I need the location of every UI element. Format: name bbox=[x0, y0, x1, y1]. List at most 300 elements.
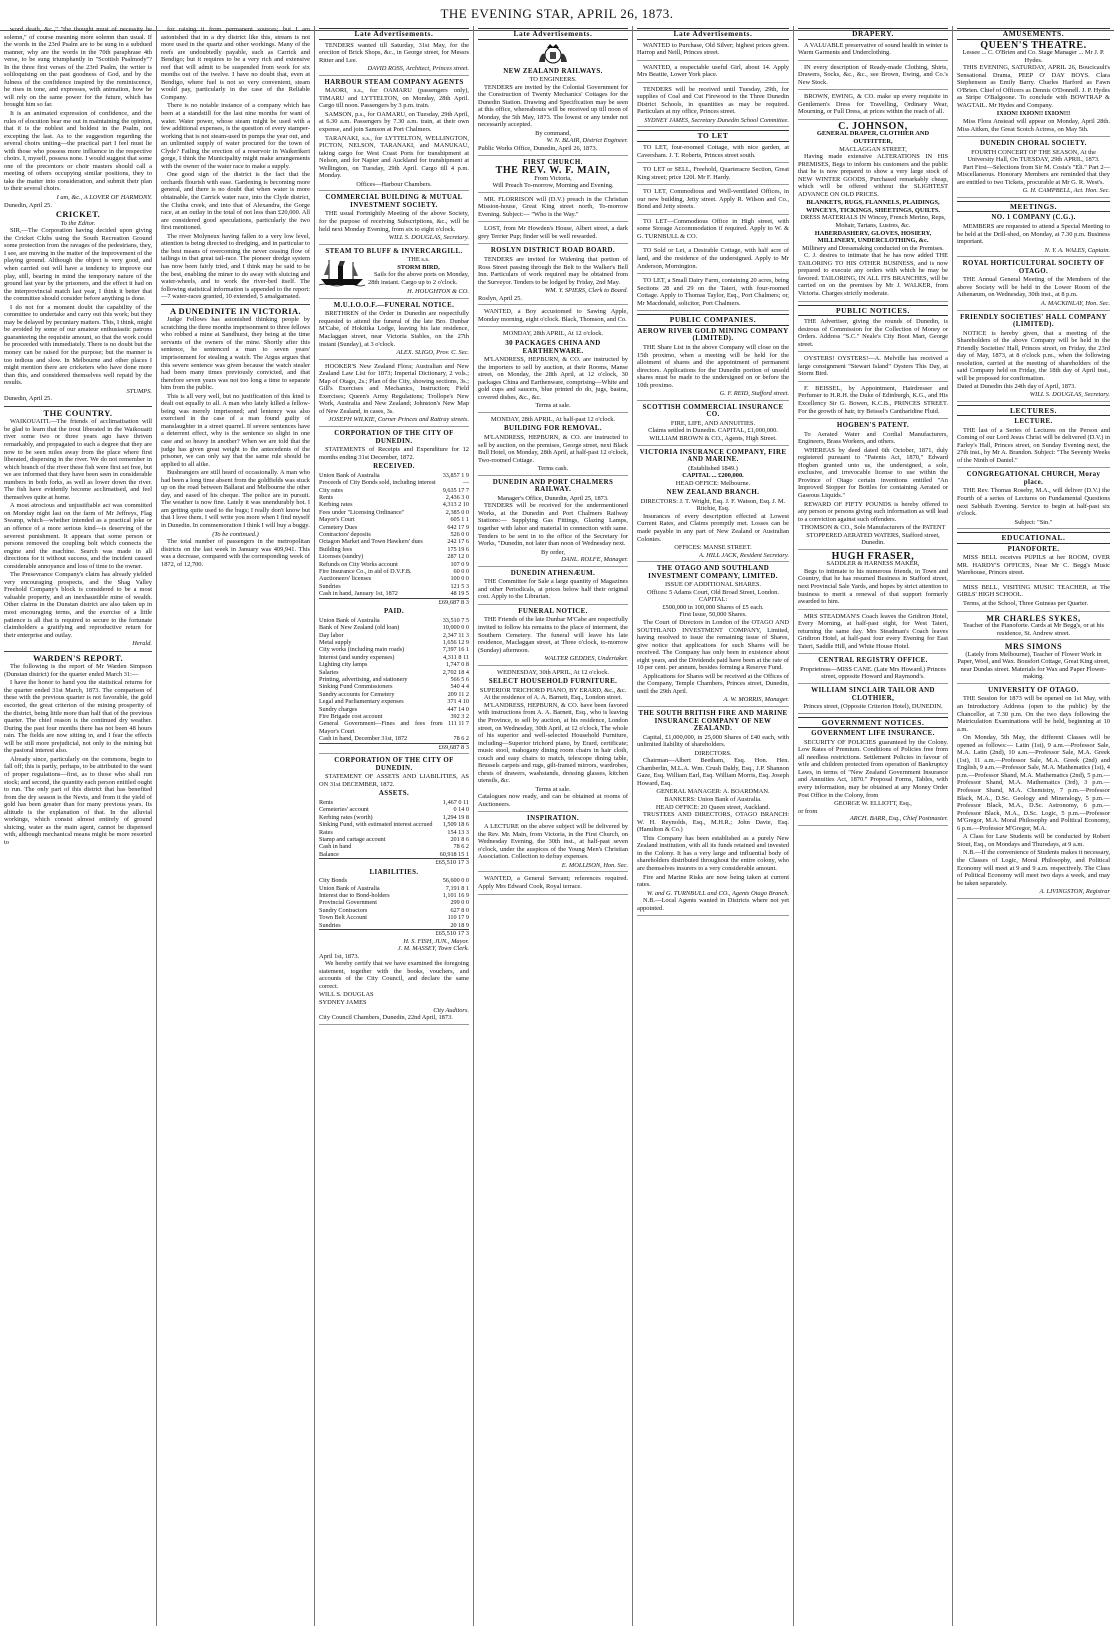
row-amount: 48 19 5 bbox=[450, 590, 469, 598]
dateline: Manager's Office, Dunedin, April 25, 1873. bbox=[497, 494, 609, 502]
ad-body: SECURITY OF POLICIES guaranteed by the Colony. Low Rates of Premium. Conditions of Policies free from all needless restrictions. Settlement Policies in favour of wife and children protected from operation of Bankruptcy Laws, in terms of "New Zealand Government Insurance and Annuities Act, 1870." Proposal Forms, Tables, with every information, may be obtained at any Money Order Post Office in the Colony, from bbox=[798, 738, 948, 799]
row-label: Lighting city lamps bbox=[319, 661, 368, 669]
column-rule bbox=[952, 26, 953, 1626]
ad-title: DUNEDIN CHORAL SOCIETY. bbox=[980, 140, 1087, 148]
column-1 bbox=[4, 26, 152, 1626]
column-5 bbox=[637, 26, 789, 1626]
ad-body: C. J. desires to intimate that he has now added THE TAILORING TO HIS OTHER BUSINESS, and is now prepared to execute any orders with which he may be favored. TAILORING, IN ALL ITS BRANCHES, will be carried on on the premises by Mr J. WALKER, from Victoria. Charges strictly moderate. bbox=[798, 252, 948, 297]
row-label: City works (including main roads) bbox=[319, 646, 405, 654]
ad-list: DRESS MATERIALS IN Wincey, French Merino, Reps, Mohair, Tartans, Lustres, &c. bbox=[800, 214, 946, 230]
ad-order: By order, bbox=[541, 548, 565, 556]
table-row bbox=[319, 632, 469, 639]
row-label: Proceeds of City Bonds sold, including interest bbox=[319, 479, 436, 487]
royal-crest-icon bbox=[536, 42, 570, 66]
paragraph: The river Molyneux having fallen to a very low level, attention is being directed to dredging, and in particular to the best means of overcoming the never ceasing flow of tailings in that great tail-race. The pioneer dredge system has now been fairly tried, and I think may be said to be the best, enabling the miner to do away with sluicing and water-wheels, and to work the river-bed itself. The following statistical information is appended to the report:—7 water-races granted, 10 extended, 5 amalgamated. bbox=[161, 232, 310, 301]
ad-manager: GENERAL MANAGER: A. BOARDMAN. bbox=[656, 788, 770, 796]
paragraph: This is all very well, but no justification of this kind is dealt out equally to all. A man who lately killed a fellow-being was merely imprisoned; and leniency was also exercised in the case of a man found guilty of manslaughter in a street quarrel. If severe sentences have a deterrent effect, why is the sentence so slight in one case and so heavy in another? When we are told that the judge has given great weight to the antecedents of the prisoner, we can only say that the same rule should be applied to all alike. bbox=[161, 392, 310, 468]
ad-horticultural bbox=[957, 260, 1110, 310]
ad-nz-railways bbox=[478, 42, 628, 156]
ad-title: UNIVERSITY OF OTAGO. bbox=[988, 686, 1079, 694]
table-row bbox=[319, 494, 469, 501]
ad-lessee: Lessee ... C. O'Brien and Co. Stage Manager ... Mr J. P. Hydes. bbox=[962, 49, 1105, 64]
ad-body: TENDERS will be received for the undermentioned Works, at the Dunedin and Port Chalmers Railway Stations:— Supplying Gas Fittings, Glazing Lamps, together with labor and material in connection with same. Tenders to be sent in to the office of the Secretary for Works, "Dunedin, not later than noon of Wednesday next. bbox=[478, 502, 628, 548]
ad-friendly-societies bbox=[957, 314, 1110, 402]
signature: STUMPS. bbox=[126, 387, 152, 395]
row-amount: 1,747 0 8 bbox=[445, 661, 469, 669]
row-label: Sundry Contractors bbox=[319, 906, 368, 914]
ad-body: MISS BELL receives PUPILS at her ROOM, OVER MR. HARDY'S OFFICES, Near Mr C. Begg's Music Warehouse, Princes street. bbox=[957, 554, 1110, 577]
ad-title: 30 PACKAGES CHINA AND EARTHENWARE. bbox=[505, 339, 601, 355]
ad-bankers: BANKERS: Union Bank of Australia. bbox=[664, 796, 762, 804]
ad-note: or from bbox=[798, 807, 818, 815]
ad-classes: On Monday, 5th May, the different Classes will be opened as follows:— Latin (1st), 9 a.m.—Professor Sale, M.A. Latin (2nd), 10 a.m.—Professor Sale, M.A. Greek (1st), 11 a.m.—Professor Sale, M.A. Greek (2nd) and English, 9 a.m.—Professor Sale, M.A. Mathematics (1st), 4 p.m.—Professor Shand, M.A. Mathematics (2nd), 5 p.m.—Professor Shand, M.A. Mathematics (3rd), 3 p.m.—Professor Shand, M.A. Chemistry, 7 p.m.—Professor Black, M.A., D.Sc. Geology and Mineralogy, 5 p.m.—Professor Black, M.A., D.Sc. Astronomy, 6 p.m.—Professor Black, M.A., D.Sc. Logic, 5 p.m.—Professor M'Gregor, M.A. Moral Philosophy and Political Economy, 6 p.m.—Professor M'Gregor, M.A. bbox=[957, 734, 1110, 832]
ad-arrow-river bbox=[637, 328, 789, 401]
letter-cricket bbox=[4, 227, 152, 403]
row-label: Interest due to Bond-holders bbox=[319, 892, 390, 900]
ad-lost bbox=[478, 225, 628, 244]
row-label: Cash in hand, December 31st, 1872 bbox=[319, 735, 408, 743]
ad-body: Proprietress—MISS CANE. (Late Mrs Howard.) Princes street, opposite Howard and Raymond's. bbox=[800, 665, 946, 681]
ad-body: REWARD OF FIFTY POUNDS is hereby offered to any person or persons giving such information as will lead to a conviction against such offenders. bbox=[798, 500, 948, 523]
section-header: TO LET bbox=[637, 130, 789, 142]
column-rule bbox=[156, 26, 157, 1626]
ad-body: Applications for Shares will be received at the Offices of the Company, Temple Chambers, Princes street, Dunedin, until the 29th April. bbox=[637, 672, 789, 695]
ad-subtitle: ISSUE OF ADDITIONAL SHARES. bbox=[665, 581, 761, 589]
dateline: Dated at Dunedin this 24th day of April, 1873. bbox=[957, 383, 1076, 391]
row-amount: 1,656 12 9 bbox=[442, 638, 469, 646]
section-header: AMUSEMENTS. bbox=[957, 28, 1110, 40]
row-amount: 209 11 2 bbox=[447, 690, 469, 698]
ad-steadman-coach bbox=[798, 613, 948, 655]
row-amount: 566 5 6 bbox=[450, 675, 469, 683]
dateline: Dunedin, April 25. bbox=[4, 201, 52, 209]
ad-title: C. JOHNSON, bbox=[838, 120, 908, 132]
ad-body: TO LET, Commodious and Well-ventilated Offices, in our new building, Jetty street. Apply R. Wilson and Co., Bond and Jetty streets. bbox=[637, 188, 789, 211]
ad-terms: Terms at sale. bbox=[535, 785, 571, 793]
ad-title: CORPORATION OF THE CITY OF DUNEDIN. bbox=[334, 429, 454, 445]
row-amount: 100 0 0 bbox=[450, 575, 469, 583]
row-amount: 2,385 0 0 bbox=[445, 508, 469, 516]
table-total: £69,687 8 3 bbox=[319, 743, 469, 752]
ad-title: THE OTAGO AND SOUTHLAND INVESTMENT COMPANY, LIMITED. bbox=[648, 565, 778, 580]
ad-body: THE Rev. Thomas Roseby, M.A., will deliver (D.V.) the Fourth of a series of Lectures on Fundamental Questions next Sabbath Evening. Service to begin at half-past six o'clock. bbox=[957, 487, 1110, 518]
ad-body: The Court of Directors in London of the OTAGO AND SOUTHLAND INVESTMENT COMPANY, Limited, having resolved to issue the remaining issue of Shares, give notice that applications for such Shares will be received. The Company has only been in existence about eight years, and the Dividends paid have been at the rate of 10 per cent. per annum, besides forming a Reserve Fund. bbox=[637, 619, 789, 672]
divider bbox=[4, 406, 152, 407]
auction-date: MONDAY, 28th APRIL, At 12 o'clock. bbox=[502, 330, 604, 338]
table-row bbox=[319, 799, 469, 806]
ad-title: WILLIAM SINCLAIR TAILOR AND CLOTHIER, bbox=[811, 687, 935, 702]
ad-body: MRS STEADMAN'S Coach leaves the Gridiron Hotel, Every Morning, at half-past eight, for West Taieri, returning the same day. Mrs Steadman's Coach leaves Gridiron Hotel, at half-past four every Evening for East Taieri, Saddle Hill, and White House Hotel. bbox=[798, 612, 948, 650]
received-table bbox=[319, 472, 469, 598]
steamship-icon bbox=[319, 257, 365, 287]
ad-drapery bbox=[798, 93, 948, 120]
ad-body: WANTED to Purchase, Old Silver; highest prices given. Harrop and Neill, Princes street. bbox=[637, 41, 789, 57]
ad-body: THE Friends of the late Dunbar M'Cabe are respectfully invited to follow his remains to the place of interment, the Southern Cemetery. The funeral will leave his late residence, Maclaggan street, at Three o'clock, to-morrow (Sunday) afternoon. bbox=[478, 616, 628, 654]
ad-wanted-servant bbox=[478, 875, 628, 894]
ad-title: CONGREGATIONAL CHURCH, Moray place. bbox=[966, 471, 1101, 486]
ad-note: N.B.—If the convenience of Students makes it necessary, the Classes of Logic, Moral Philosophy, and Political Economy will meet at 9 and 9 a.m. respectively. The Class of Political Economy will meet two days a week, and may be taken separately. bbox=[957, 849, 1110, 887]
ad-title: AEROW RIVER GOLD MINING COMPANY (LIMITED). bbox=[637, 327, 789, 343]
table-row bbox=[319, 735, 469, 742]
ad-body: WHEREAS by deed dated 6th October, 1871, duly registered pursuant to "Patents Act, 1870," Edward Hogben granted unto us, the undersigned, a sole, exclusive, and irrevocable license to use within the Province of Otago certain inventions entitled "An Improved Stopper for Bottles for containing Aerated or Gaseous Liquids." bbox=[798, 446, 948, 499]
row-amount: 2,436 3 0 bbox=[445, 493, 469, 501]
table-total: £65,510 17 3 bbox=[319, 929, 469, 938]
ad-body: (Lately from Melbourne), Teacher of Flower Work in Paper, Wool, and Wax. Bousfort Cottage, Great King street, near Dundas street. Materials for Wax and Paper Flower-making. bbox=[957, 650, 1110, 681]
source: Herald. bbox=[132, 640, 152, 648]
ad-charles-sykes bbox=[957, 615, 1110, 641]
paragraph: The following is the report of Mr Warden Simpson (Dunstan district) for the quarter ended March 31:— bbox=[4, 663, 152, 678]
article-subtitle: To the Editor. bbox=[60, 219, 96, 227]
column-3 bbox=[319, 26, 469, 1626]
ad-roslyn bbox=[478, 247, 628, 305]
article-title: CRICKET. bbox=[55, 209, 101, 220]
ad-signature: E. MOLLISON, Hon. Sec. bbox=[561, 861, 628, 869]
table-row bbox=[319, 829, 469, 836]
ad-body: THE usual Fortnightly Meeting of the above Society, for the purpose of receiving Subscriptions, &c., will be held next Monday Evening, from six to eight o'clock. bbox=[319, 210, 469, 233]
row-label: Salaries bbox=[319, 668, 339, 676]
row-amount: 2,702 18 4 bbox=[442, 668, 469, 676]
ad-subtitle: FOURTH CONCERT OF THE SEASON, At the University Hall, On TUESDAY, 29th APRIL, 1873. bbox=[967, 148, 1100, 164]
dateline: Roslyn, April 25. bbox=[478, 294, 523, 302]
row-label: Legal and Parliamentary expenses bbox=[319, 698, 404, 706]
row-amount: 9,635 17 7 bbox=[442, 486, 469, 494]
ad-to-let bbox=[637, 277, 789, 311]
ad-title: DUNEDIN ATHENÆUM. bbox=[510, 569, 596, 577]
ship-label: THE s.s. bbox=[407, 256, 430, 264]
paragraph: One good sign of the district is the fact that the orchards flourish with ease. Gardening is becoming more general, and there is no doubt that when water is more obtainable, the Carrick water race, into the Clyde district, the Clutha creek, and into that of Alexandra, the Gorge race, at an outlay in the total of not less than £20,000. All are considered good speculations, particularly the two first mentioned. bbox=[161, 171, 310, 232]
row-amount: 33,510 7 5 bbox=[442, 616, 469, 624]
ad-body: THE Share List in the above Company will close on the 15th proximo, when a meeting will be held for the allotment of shares and the appointment of permanent directors. Applications for the Dunedin portion of unsold shares must be made to the undersigned on or before the 10th proximo. bbox=[637, 343, 789, 389]
ad-title: NO. 1 COMPANY (C.G.). bbox=[991, 214, 1076, 222]
table-row bbox=[319, 713, 469, 720]
preacher-origin: From Victoria, bbox=[534, 174, 572, 182]
ad-hogben-patent bbox=[798, 422, 948, 550]
row-amount: 20 18 9 bbox=[450, 921, 469, 929]
paragraph: Already since, particularly on the commons, begin to fall off; this is partly, perhaps, to be attributed to the want of proper regulations—first, as to those who shall run stock; and second, the quantity each person entitled ought to run. The only part of this district that has benefited from the dry season is the Nevis, and from it the yield of gold has been greater than for many previous years. Its altitude is the explanation of that. In the alluvial workings, which consist almost entirely of ground sluicing, water as the main agent, cannot be dispensed with, although mechanical means might be more resorted to bbox=[4, 755, 152, 846]
dateline: April 1st, 1873. bbox=[319, 952, 360, 960]
ad-title: DUNEDIN AND PORT CHALMERS RAILWAY. bbox=[492, 478, 614, 494]
table-row bbox=[319, 501, 469, 508]
ad-title: ROSLYN DISTRICT ROAD BOARD. bbox=[490, 247, 616, 255]
ad-assets-liabilities bbox=[319, 757, 469, 1024]
ad-body: WANTED, a General Servant; references required. Apply Mrs Edward Cook, Royal terrace. bbox=[478, 875, 628, 890]
column-4 bbox=[478, 26, 628, 1626]
section-header: MEETINGS. bbox=[957, 201, 1110, 213]
row-label: Fees under "Licensing Ordinance" bbox=[319, 508, 405, 516]
row-amount: 33,857 1 9 bbox=[442, 471, 469, 479]
ad-subtitle: DIRECTORS. bbox=[694, 749, 732, 757]
ad-body: MEMBERS are requested to attend a Special Meeting to be held at the Drill-shed, on Monday, at 7.30 p.m. Business important. bbox=[957, 223, 1110, 246]
ad-title: FRIENDLY SOCIETIES' HALL COMPANY (LIMITED). bbox=[960, 313, 1107, 329]
row-amount: 154 13 3 bbox=[447, 828, 469, 836]
row-amount: 111 11 7 bbox=[448, 720, 469, 728]
ad-title: SCOTTISH COMMERCIAL INSURANCE CO. bbox=[642, 403, 784, 419]
ad-directors: Chairman—Albert Beetham, Esq. Hon. Hen. Chamberlin, M.L.A. Wm. Crush Daldy, Esq., J.P. Shannon Gaze, Esq. William Earl, Esq. William Morris, Esq. Joseph Howard, Esq. bbox=[637, 757, 789, 787]
row-amount: 78 6 2 bbox=[453, 735, 469, 743]
continued-note: (To be continued.) bbox=[212, 530, 259, 538]
ad-body: M'LANDRESS, HEPBURN, & CO. are instructed by the importers to sell by auction, at their Rooms, Manse street, on Monday, the 28th April, at 12 o'clock, 30 packages China and Earthenware, comprising—White and gold cups and saucers, blue printed do do, jugs, basins, covered dishes, &c., &c. bbox=[478, 356, 628, 401]
ad-lecture bbox=[957, 418, 1110, 468]
table-row bbox=[319, 892, 469, 899]
column-rule bbox=[473, 26, 474, 1626]
ad-title: MRS SIMONS bbox=[1004, 642, 1063, 652]
ad-hooker bbox=[319, 363, 469, 427]
ad-title: QUEEN'S THEATRE. bbox=[980, 39, 1087, 51]
row-amount: 526 0 0 bbox=[450, 530, 469, 538]
row-label: Cash in hand bbox=[319, 843, 352, 851]
ad-title: STEAM TO BLUFF & INVERCARGILL. bbox=[325, 247, 463, 255]
table-row bbox=[319, 624, 469, 631]
ad-body: THE Advertiser, giving the rounds of Dunedin, is desirous of Commission for the Collection of Money or Orders. Address "S.C." Neale's City Boot Mart, George street. bbox=[798, 318, 948, 348]
ad-note: HEAD OFFICE: Melbourne. bbox=[675, 479, 751, 487]
table-heading: RECEIVED. bbox=[373, 463, 415, 471]
row-amount: 371 4 10 bbox=[447, 698, 469, 706]
paragraph: Judge Fellows has astonished thinking people by scratching the three months imprisonment to three fellows who robbed a mine at Sandhurst, they being at the time servants of the owners of the mine. Shortly after this sentence, he sentenced a man to seven years' imprisonment for stealing a watch. The Argus argues that this severe sentence was given because the watch stealer had been many times previously convicted, and that therefore seven years was not too long a time to separate him from the public. bbox=[161, 316, 310, 392]
ad-signature: G. F. REID, Stafford street. bbox=[719, 390, 789, 398]
row-label: Sundry accounts for Cemetery bbox=[319, 690, 395, 698]
ad-funeral-oddfellows bbox=[319, 302, 469, 360]
ad-signature: A. W. MORRIS, Manager. bbox=[723, 696, 789, 704]
row-label: Bank of New Zealand (old loan) bbox=[319, 624, 400, 632]
masthead: THE EVENING STAR, APRIL 26, 1873. bbox=[0, 0, 1114, 31]
ad-wanted-silver bbox=[637, 42, 789, 61]
table-total: £65,510 17 3 bbox=[319, 858, 469, 867]
row-amount: 78 6 2 bbox=[453, 843, 469, 851]
preacher-name: THE REV. W. F. MAIN, bbox=[495, 165, 611, 177]
ad-body: TO Sold or Let, a Desirable Cottage, with half acre of land, and the residence of the undersigned. Apply to Mr Anderson, Mornington. bbox=[637, 247, 789, 270]
ad-inspiration bbox=[478, 815, 628, 873]
ad-first-church bbox=[478, 159, 628, 193]
ad-signature: G. H. CAMPBELL, Act. Hon. Sec. bbox=[1022, 187, 1110, 195]
ad-body: IN every description of Ready-made Clothing, Shirts, Drawers, Socks, &c., &c., see Brown, Ewing, and Co.'s New Stock. bbox=[798, 63, 948, 86]
divider bbox=[161, 304, 310, 305]
ad-body: TENDERS will be received until Tuesday, 29th, for supplies of Coal and Cut Firewood to the Three Dunedin District Schools, in quantities as may be required. Particulars at my office, Princes street. bbox=[637, 85, 789, 116]
divider bbox=[4, 651, 152, 652]
ad-trustees: TRUSTEES AND DIRECTORS, OTAGO BRANCH: W. H. Reynolds, Esq., M.H.R.; John Davie, Esq. (Hamilton & Co.) bbox=[637, 811, 789, 834]
ad-port-chalmers-railway bbox=[478, 479, 628, 567]
ad-body: TO LET or SELL, Freehold, Quarteracre Section, Great King street; price 120l. Mr F. Hardy. bbox=[637, 166, 789, 181]
ad-note: N.B.—Local Agents wanted in Districts where not yet appointed. bbox=[637, 897, 789, 912]
ad-body: Teacher of the Pianoforte. Cards at Mr Begg's, or at his residence, St. Andrew street. bbox=[963, 622, 1104, 637]
paragraph: word death, &c.," "the thought must of necessity be solemn," of course meaning more solemn than usual. If the words in the 23rd Psalm are to be sung in a subdued manner, why are the words in the 70th paraphrase 4th verse, to be sung triumphantly in "Scottish Psalmody"? In the three first verses of the 23rd Psalm, the writer is soliloquising on the past goodness of God, and by the fulness of the confidence inspired by the reminiscence, he rises in tone, and expresses, with animation, how he will rely on the same power for the future, which has brought him so far. bbox=[4, 26, 152, 109]
ad-title: NEW ZEALAND BRANCH. bbox=[666, 489, 760, 497]
ad-auction-building bbox=[478, 416, 628, 476]
ad-drapery bbox=[798, 64, 948, 91]
article-country bbox=[4, 418, 152, 647]
ad-signature: W. and G. TURNBULL and CO., Agents Otago Branch. bbox=[646, 889, 789, 897]
auditor-name: WILL S. DOUGLAS bbox=[319, 991, 374, 999]
ad-title: SELECT HOUSEHOLD FURNITURE. bbox=[488, 678, 618, 686]
ad-title: CENTRAL REGISTRY OFFICE. bbox=[818, 657, 928, 665]
row-amount: 110 17 9 bbox=[447, 914, 469, 922]
ad-body: Begs to intimate to his numerous friends, in Town and Country, that he has resumed Business in Stafford street, next Provincial Sale Yards, and hopes by strict attention to business to merit a renewal of that support formerly awarded to him. bbox=[798, 567, 948, 606]
row-amount: 605 1 1 bbox=[450, 516, 469, 524]
ad-body: HOOKER'S New Zealand Flora; Australian and New Zealand Law List for 1873; Imperial Dictionary, 2 vols.; Map of Otago, 2s.; Plan of the City, showing sections, 3s.; Gill's Exercises and Mechanics, Instruction; Field Exercises; Queen's Army Regulations; Trollope's New Work, Australia and New Zealand; Johnston's New Map of New Zealand, in cases, 3s. bbox=[319, 362, 469, 415]
ad-corporation-statement bbox=[319, 430, 469, 754]
row-label: Sundries bbox=[319, 582, 341, 590]
ad-capital: CAPITAL ... £200,000. bbox=[682, 472, 744, 480]
table-row bbox=[319, 691, 469, 698]
row-label: Printing, advertising, and stationery bbox=[319, 675, 408, 683]
row-label: Day labor bbox=[319, 631, 344, 639]
ad-body: Will Preach To-morrow, Morning and Evening. bbox=[492, 182, 614, 190]
row-amount: 4,311 8 11 bbox=[443, 653, 469, 661]
section-header: EDUCATIONAL. bbox=[957, 532, 1110, 544]
dateline: City Council Chambers, Dunedin, 22nd April, 1873. bbox=[319, 1014, 453, 1022]
row-label: Building fees bbox=[319, 545, 353, 553]
row-label: City Bonds bbox=[319, 877, 348, 885]
ad-signature: ALEX. SLIGO, Prov. C. Sec. bbox=[396, 349, 469, 357]
ad-signature: THOMSON & CO., Sole Manufacturers of the PATENT STOPPERED AERATED WATERS, Stafford street, Dunedin. bbox=[800, 524, 946, 547]
signature: I am, &c., A LOVER OF HARMONY. bbox=[56, 194, 152, 202]
ad-title: MR CHARLES SYKES, bbox=[986, 613, 1081, 623]
ad-south-british bbox=[637, 710, 789, 916]
column-rule bbox=[632, 26, 633, 1626]
paragraph: A most atrocious and unjustifiable act was committed on Monday night last on the farm of Mr Jeffreys, Flag Swamp, which—whether intended as a practical joke or an offence of a more serious kind—is deserving of the severest punishment. It appears that some person or persons removed the coupling bolt which connects the engine and the machine. Search was made in all directions for it without success, and the incident caused considerable annoyance and loss of time to the owner. bbox=[4, 502, 152, 570]
ad-victoria-insurance bbox=[637, 449, 789, 563]
table-row bbox=[319, 531, 469, 538]
ad-note: Millinery and Dressmaking conducted on the Premises. bbox=[802, 244, 944, 252]
table-row bbox=[319, 509, 469, 516]
section-header: Late Advertisements. bbox=[478, 28, 628, 40]
ad-title: HOGBEN'S PATENT. bbox=[836, 422, 910, 430]
ad-subject: Subject: "Sin." bbox=[1014, 518, 1053, 526]
ad-body: TO LET—Commodious Office in High street, with some Storage Accommodation if required. Apply to W. & G. TURNBULL & CO. bbox=[637, 217, 789, 240]
ad-central-registry bbox=[798, 657, 948, 684]
ad-title: BUILDING FOR REMOVAL. bbox=[503, 425, 603, 433]
row-label: City rates bbox=[319, 486, 343, 494]
paragraph: for raising it from permanent sources; but I am astonished that in a dry district like this, stream is not more used in the quartz and other workings. Many of the reefs are undoubtedly payable, such as Carrick and Bendigo; but it requires to be a very rich and extensive reef that will admit to be suspended from work for six months out of the twelve. I have no doubt that, even at Bendigo, where fuel is not so very convenient, steam would pay, particularly in the case of the Reliable Company. bbox=[161, 26, 310, 101]
ad-capital: £500,000 in 100,000 Shares of £5 each. bbox=[662, 603, 764, 611]
ad-order: By command, bbox=[535, 129, 571, 137]
table-row bbox=[319, 617, 469, 624]
ad-otago-southland bbox=[637, 565, 789, 707]
table-heading: PAID. bbox=[383, 608, 405, 616]
ad-signature: GEORGE W. ELLIOTT, Esq., bbox=[834, 800, 912, 808]
ad-title: HARBOUR STEAM COMPANY AGENTS bbox=[324, 78, 464, 86]
ad-oysters bbox=[798, 355, 948, 382]
ad-note: (Established 1849.) bbox=[688, 464, 738, 472]
row-amount: 60 0 0 bbox=[453, 567, 469, 575]
ad-johnson bbox=[798, 120, 948, 302]
ad-signature: A. MACKINLAY, Hon. Sec. bbox=[1040, 299, 1110, 307]
ad-subtitle: SADDLER & HARNESS MAKER, bbox=[826, 560, 920, 568]
table-row bbox=[319, 583, 469, 590]
row-label: Cemetery Dues bbox=[319, 523, 358, 531]
ad-body: M'LANDRESS, HEPBURN, & CO. are instructed to sell by auction, on the premises, George street, next Black Bull Hotel, on Monday, 28th April, at half-past 12 o'clock, Two-roomed Cottage. bbox=[478, 433, 628, 464]
table-row bbox=[319, 524, 469, 531]
section-header: PUBLIC COMPANIES. bbox=[637, 314, 789, 326]
table-row bbox=[319, 922, 469, 929]
ad-body: Capital, £1,000,000, in 25,000 Shares of £40 each, with unlimited liability of shareholders. bbox=[637, 733, 789, 749]
table-row bbox=[319, 843, 469, 850]
ad-body: THE Committee for Sale a large quantity of Magazines and other Periodicals, at prices below half their original cost. Apply to the Librarian. bbox=[478, 578, 628, 601]
ad-title: LECTURE. bbox=[1014, 418, 1053, 426]
ad-body: Part First—Selections from Sir M. Costa's "Eli." Part 2—Miscellaneous. Honorary Members are reminded that they are entitled to two Tickets, procurable at Mr G. R. West's. bbox=[957, 163, 1110, 186]
ad-signature: N. Y. A. WALES, Captain. bbox=[1044, 246, 1110, 254]
ad-body: THE Annual General Meeting of the Members of the above Society will be held in the Lower Room of the Athenæum, on Wednesday, 30th inst., at 8 p.m. bbox=[957, 276, 1110, 299]
ad-body: WANTED, a respectable useful Girl, about 14. Apply Mrs Beattie, Lower York place. bbox=[637, 63, 789, 79]
ship-name: STORM BIRD, bbox=[397, 263, 440, 271]
ad-auction-china bbox=[478, 330, 628, 412]
row-label: Interest (and sundry expenses) bbox=[319, 653, 395, 661]
ad-signature: ARCH. BARR, Esq., Chief Postmaster. bbox=[849, 815, 948, 823]
table-row bbox=[319, 654, 469, 661]
row-label: Kerbing rates bbox=[319, 501, 353, 509]
section-header: GOVERNMENT NOTICES. bbox=[798, 717, 948, 729]
ad-congregational bbox=[957, 471, 1110, 529]
table-row bbox=[319, 720, 469, 735]
ad-title: HUGH FRASER, bbox=[831, 550, 915, 562]
row-label: Contractors' deposits bbox=[319, 530, 371, 538]
column-rule bbox=[314, 26, 315, 1626]
row-label: Balance bbox=[319, 850, 339, 858]
ad-signature: Offices—Harbour Chambers. bbox=[356, 180, 432, 188]
ad-body: THIS EVENING, SATURDAY, APRIL 26, Boucicault's Sensational Drama, PEEP O' DAY BOYS. Clara Stephenson as Emily Barry. Charles Harford as Fawn O'Brien. Chief of Officers as Dennis O'Donnell. J. P. Hydes as Stripe O'Balgoone. To conclude with BOWTRAP & WAGTAIL. Mr Hydes and Company. bbox=[957, 64, 1110, 109]
ad-tenders-coal bbox=[637, 86, 789, 128]
ad-body: Princes street, (Opposite Criterion Hotel), DUNEDIN. bbox=[803, 703, 943, 711]
ad-to-let bbox=[637, 166, 789, 185]
ad-body: TENDERS wanted till Saturday, 31st May, for the erection of Brick Shops, &c., in George street, for Messrs Ritter and Lee. bbox=[319, 41, 469, 64]
ad-body: THE last of a Series of Lectures on the Person and Coming of our Lord Jesus Christ will be delivered (D.V.) in Farley's Hall, Princes street, on Sunday Evening next, the 27th inst., by Mr A. Brandon. Subject: "The Seventy Weeks of the Ninth of Daniel." bbox=[957, 426, 1110, 464]
ad-terms: Terms cash. bbox=[537, 465, 569, 473]
auditor-role: City Auditors. bbox=[433, 1006, 469, 1014]
ad-title: ROYAL HORTICULTURAL SOCIETY OF OTAGO. bbox=[962, 260, 1105, 275]
row-amount: 242 17 6 bbox=[447, 538, 469, 546]
ad-body: TARANAKI, s.s., for LYTTELTON, WELLINGTON, PICTON, NELSON, TARANAKI, and MANUKAU, taking cargo for West Coast Ports for transhipment at Nelson, and for Napier and Auckland for transhipment at Wellington, on Tuesday, 29th April. Cargo till 4 p.m. Monday. bbox=[319, 134, 469, 180]
row-label: Stamp and cartage account bbox=[319, 835, 386, 843]
table-heading: ASSETS. bbox=[378, 790, 410, 798]
ad-subtitle: SUPERIOR TRICHORD PIANO, BY ERARD, &c., &c. bbox=[479, 686, 627, 694]
row-amount: 56,600 0 0 bbox=[442, 877, 469, 885]
ad-body: Claims settled in Dunedin. CAPITAL, £1,000,000. bbox=[648, 427, 778, 435]
ad-body: WANTED, a Boy accustomed to Sawing Apple, Monday morning, eight o'clock. Black, Thomson, and Co. bbox=[478, 308, 628, 323]
row-amount: 4,313 2 10 bbox=[442, 501, 469, 509]
auction-date: WEDNESDAY, 30th APRIL, At 12 o'clock. bbox=[497, 668, 609, 676]
ad-body: A VALUABLE preservative of sound health in winter is Warm Garments and Underclothing. bbox=[798, 41, 948, 57]
row-amount: 540 4 4 bbox=[450, 683, 469, 691]
table-row bbox=[319, 683, 469, 690]
article-dunedinite bbox=[161, 316, 310, 568]
ad-body: To Aerated Water and Cordial Manufacturers, Engineers, Brass Workers, and others. bbox=[798, 430, 948, 446]
ad-wanted-girl bbox=[637, 64, 789, 83]
ad-signature: JOSEPH WILKIE, Corner Princes and Rattray streets. bbox=[328, 416, 469, 424]
row-amount: 627 8 0 bbox=[450, 906, 469, 914]
column-7 bbox=[957, 26, 1110, 1626]
ad-body: Sails for the above ports on Monday, 28th instant. Cargo up to 2 o'clock. bbox=[368, 271, 469, 286]
ad-title: NEW ZEALAND RAILWAYS. bbox=[503, 67, 603, 75]
ad-title: FIRST CHURCH. bbox=[523, 158, 583, 166]
table-row bbox=[319, 899, 469, 906]
ad-body: NOTICE is hereby given, that a meeting of the Shareholders of the above Company will be held in the Friendly Societies' Hall, Princes street, on Friday, the 23rd day of May, 1873, at 8 o'clock p.m., when the following resolution, carried at the meeting of shareholders of the said Company held on Friday, the 18th day of April inst., will be proposed for confirmation. bbox=[957, 329, 1110, 382]
ad-office: Offices: 5 Adams Court, Old Broad Street, London. bbox=[647, 588, 779, 596]
row-amount: 107 0 9 bbox=[450, 560, 469, 568]
ad-body: MISS BELL, VISITING MUSIC TEACHER, at The GIRLS' HIGH SCHOOL. bbox=[957, 583, 1110, 599]
ad-christian-mission bbox=[478, 196, 628, 223]
ad-office: OFFICES: MANSE STREET. bbox=[674, 544, 752, 552]
section-header: DRAPERY. bbox=[798, 28, 948, 40]
table-row bbox=[319, 698, 469, 705]
table-heading: LIABILITIES. bbox=[369, 868, 419, 876]
ad-body: Miss Flora Anstead will appear on Monday, April 28th. Miss Aitken, the Great Scotch Actress, on May 5th. bbox=[957, 118, 1110, 133]
ad-highlight: IXION! IXION!! IXION!!! bbox=[996, 110, 1071, 118]
ad-to-let bbox=[637, 218, 789, 245]
ad-body: A LECTURE on the above subject will be delivered by the Rev. Mr. Main, from Victoria, in the First Church, on Wednesday Evening, the 30th inst., at half-past seven o'clock, under the auspices of the Young Men's Christian Association. Collection to defray expenses. bbox=[478, 823, 628, 861]
signature-mayor: H. S. FISH, JUN., Mayor. bbox=[403, 937, 469, 945]
ad-william-sinclair bbox=[798, 687, 948, 714]
row-label: Cash in hand, January 1st, 1872 bbox=[319, 590, 398, 598]
row-label: Fire Brigade cost account bbox=[319, 712, 383, 720]
